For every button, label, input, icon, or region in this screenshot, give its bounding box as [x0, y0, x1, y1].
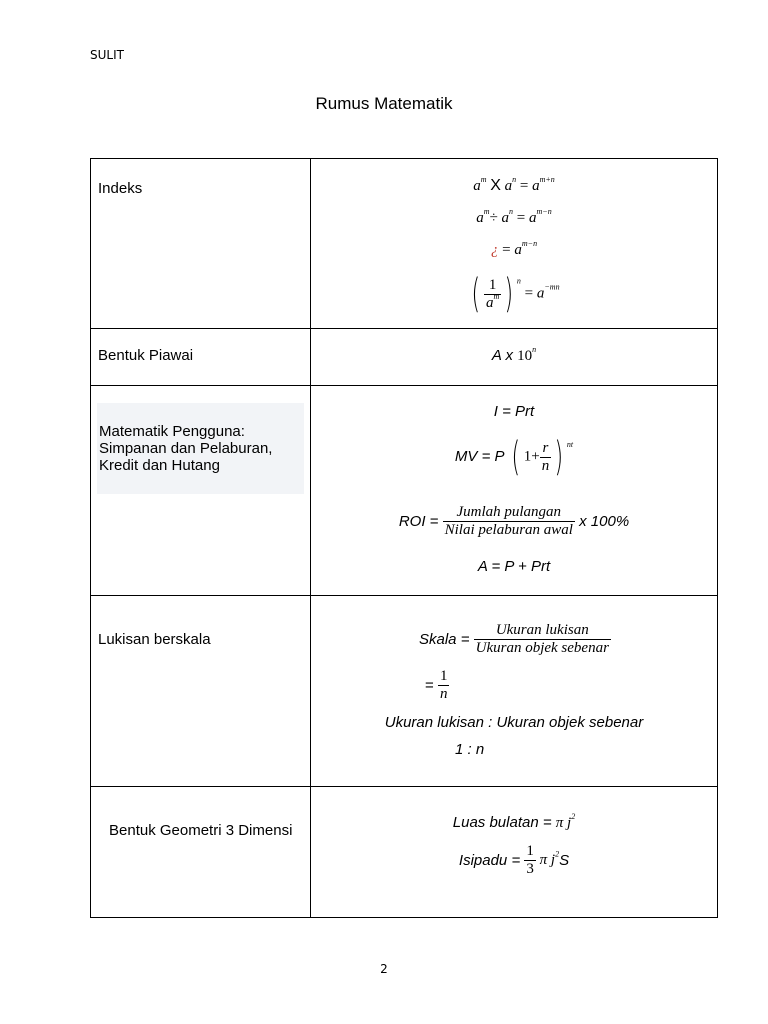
table-row — [91, 787, 718, 918]
formula-volume: Isipadu = $\frac{1}{3}$ π $j^2S$ — [458, 843, 570, 877]
formula-cell — [311, 596, 718, 787]
formula-scale-one-n: 1 : n — [455, 741, 485, 758]
formula-table — [90, 158, 718, 918]
formula-cell — [311, 329, 718, 386]
row-label: Bentuk Piawai — [98, 347, 194, 364]
formula-circle-area: Luas bulatan = π $j^2$ — [452, 812, 576, 831]
row-label: Indeks — [98, 180, 143, 197]
formula-scale-fraction: = $\frac{1}{n}$ — [425, 668, 448, 702]
formula-simple-interest: I = Prt — [493, 403, 535, 420]
formula-index-multiply: $a^m$ X $a^n = a^{m+n}$ — [473, 175, 555, 194]
table-row — [91, 596, 718, 787]
formula-roi: ROI = $\frac{\text{Jumlah pulangan}}{\text{Nilai pelaburan awal}}$ x 100% — [398, 504, 630, 538]
formula-scale-ratio: Skala = $\frac{\text{Ukuran lukisan}}{\text{Ukuran objek sebenar}}$ — [419, 622, 609, 656]
row-label-cell — [91, 159, 311, 329]
page-title: Rumus Matematik — [315, 94, 453, 113]
row-label-cell — [91, 596, 311, 787]
row-label-cell — [91, 386, 311, 596]
formula-index-negative: ( $\frac{1}{a^m}$ ) $^n = a^{-mn}$ — [471, 271, 560, 317]
formula-compound-interest: MV = P ( 1+ $\frac{r}{n}$ ) $^{nt}$ — [454, 434, 574, 480]
table-row — [91, 386, 718, 596]
row-label: Matematik Pengguna: Simpanan dan Pelaburan, Kredit dan Hutang — [97, 403, 304, 494]
table-row — [91, 159, 718, 329]
row-label: Bentuk Geometri 3 Dimensi — [109, 822, 293, 839]
header-label: SULIT — [90, 48, 124, 62]
table-row — [91, 329, 718, 386]
row-label-cell — [91, 329, 311, 386]
row-label: Lukisan berskala — [98, 631, 211, 648]
row-label-cell — [91, 787, 311, 918]
formula-cell — [311, 787, 718, 918]
formula-amount: A = P + Prt — [477, 558, 551, 575]
formula-cell — [311, 386, 718, 596]
formula-index-divide: $a^m\div a^n = a^{m-n}$ — [476, 207, 552, 226]
formula-cell — [311, 159, 718, 329]
formula-standard-form: A x 10$^n$ — [491, 345, 537, 364]
page-number: 2 — [380, 962, 388, 976]
formula-scale-words: Ukuran lukisan : Ukuran objek sebenar — [384, 714, 644, 731]
formula-index-power: ¿ = $a^{m-n}$ — [490, 239, 538, 258]
